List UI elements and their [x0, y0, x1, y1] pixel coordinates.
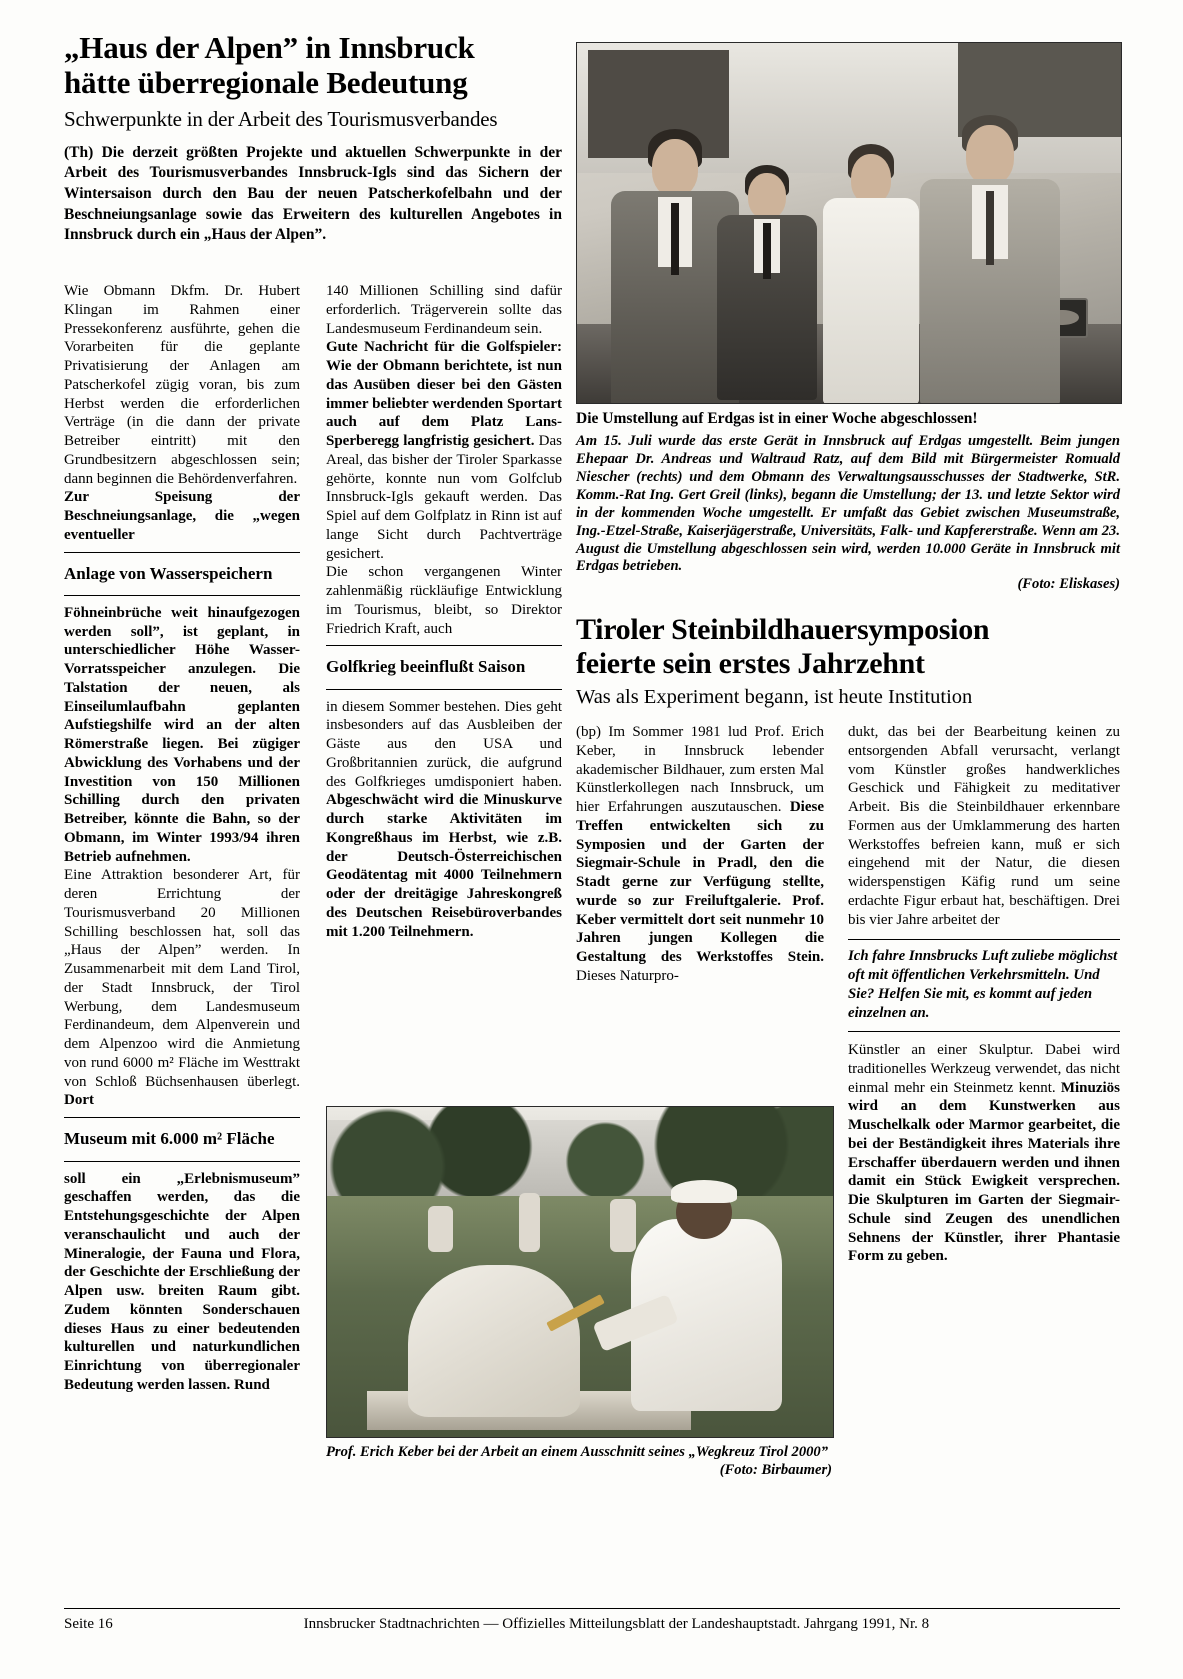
article-2-column-2	[848, 723, 1120, 1266]
article-1-lead: (Th) Die derzeit größten Projekte und aktuellen Schwerpunkte in der Arbeit des Tourismusverbandes Innsbruck-Igls sind das Sichern der Wintersaison durch den Bau der neuen Patscherkofelbahn und der Beschneiungsanlage sowie das Erweitern des kulturellen Angebotes in Innsbruck durch ein „Haus der Alpen”.	[64, 143, 562, 244]
photo-gas-conversion	[576, 42, 1122, 404]
article-1-col2-paragraph-2	[326, 338, 562, 563]
photo-sculptor-keber	[326, 1106, 834, 1438]
article-1-col2-paragraph-1: 140 Millionen Schilling sind dafür erforderlich. Trägerverein sollte das Landesmuseum Ferdinandeum sein.	[326, 283, 562, 337]
photo-1-caption: Am 15. Juli wurde das erste Gerät in Innsbruck auf Erdgas umgestellt. Beim jungen Ehepaar Dr. Andreas und Waltraud Ratz, auf dem Bild mit Bürgermeister Romuald Niescher (rechts) und dem Obmann des Verwaltungsausschusses der Stadtwerke, StR. Komm.-Rat Ing. Gert Greil (links), begann die Umstellung; der 13. und letzte Sektor wird in der kommenden Woche umgestellt. Er umfaßt das Gebiet zwischen Museumstraße, Ing.-Etzel-Straße, Kaiserjägerstraße, Universitäts, Falk- und Kapfererstraße. Wenn am 23. August die Umstellung abgeschlossen sein wird, werden 10.000 Geräte in Innsbruck mit Erdgas betrieben.	[576, 432, 1120, 575]
photo-2-credit: (Foto: Birbaumer)	[719, 1461, 832, 1478]
article-1-headline	[64, 30, 562, 101]
article-2-col1-tail: Dieses Naturpro-	[576, 967, 679, 984]
article-2-header	[576, 613, 1120, 709]
article-1-col1-paragraph-3: Föhneinbrüche weit hinaufgezogen werden soll”, ist geplant, in unterschiedlicher Höhe Wasser-Vorratsspeicher anzulegen. Die Talstation der neuen, als Einseilumlaufbahn geplanten Aufstiegshilfe wird an der alten Römerstraße liegen. Bei zügiger Abwicklung des Vorhabens und der Investition von 150 Millionen Schilling durch den privaten Betreiber, könnte die Bahn, so der Obmann, im Winter 1993/94 ihren Betrieb aufnehmen.	[64, 604, 300, 865]
article-2-col2-paragraph-1: dukt, das bei der Bearbeitung keinen zu entsorgenden Abfall verursacht, verlangt vom Künstler großes handwerkliches Geschick und Fähigkeit zu meditativer Arbeit. Bis die Steinbildhauer erkennbare Formen aus der Umklammerung des harten Werkstoffes befreien kann, muß er sich eingehend mit der Natur, die diesen widerspenstigen Käfig rund um seine erdachte Figur erbaut hat, beschäftigen. Drei bis vier Jahre arbeitet der	[848, 724, 1120, 928]
article-1-col1-paragraph-5: soll ein „Erlebnismuseum” geschaffen werden, das die Entstehungsgeschichte der Alpen veranschaulicht und auch der Mineralogie, der Fauna und Flora, der Geschichte der Erschließung der Alpen usw. breiten Raum gibt. Zudem könnten Sonderschauen dieses Haus zu einer bedeutenden kulturellen und naturkundlichen Einrichtung von überregionaler Bedeutung werden lassen. Rund	[64, 1170, 300, 1393]
photo-person-waltraud	[816, 144, 925, 403]
photo-head	[966, 125, 1014, 185]
article-1-col2-paragraph-4	[326, 698, 562, 942]
photo-person-niescher	[920, 115, 1061, 403]
photo-head	[748, 173, 786, 219]
article-1-header	[64, 30, 562, 256]
divider	[326, 689, 562, 690]
article-1-col2-paragraph-2-bold: Gute Nachricht für die Golfspieler: Wie der Obmann berichtete, ist nun das Ausüben dieser bei den Gästen immer beliebter werdenden Sportart auch auf dem Platz Lans-Sperberegg langfristig gesichert.	[326, 339, 562, 449]
photo-person-back	[718, 165, 816, 403]
photo-sculpture	[610, 1199, 635, 1252]
article-1-subhead-museum: Museum mit 6.000 m² Fläche	[64, 1129, 275, 1149]
divider	[64, 1117, 300, 1118]
public-transport-appeal-box: Ich fahre Innsbrucks Luft zuliebe möglichst oft mit öffentlichen Verkehrsmitteln. Und Sie? Helfen Sie mit, es kommt auf jeden einzelnen an.	[848, 939, 1120, 1032]
photo-tie	[986, 191, 994, 265]
divider	[64, 595, 300, 596]
footer-publication-line: Innsbrucker Stadtnachrichten — Offizielles Mitteilungsblatt der Landeshauptstadt. Jahrgang 1991, Nr. 8	[303, 1616, 930, 1632]
page-content	[64, 30, 1120, 1610]
photo-head	[652, 139, 698, 197]
photo-sculpture	[519, 1193, 539, 1252]
photo-torso	[823, 198, 919, 404]
page-footer	[64, 1608, 1120, 1633]
article-1-column-1	[64, 282, 300, 1395]
article-2-col1-paragraph-1	[576, 723, 824, 986]
article-1-col1-paragraph-2: Zur Speisung der Beschneiungsanlage, die „wegen eventueller	[64, 489, 300, 543]
article-2-col2-bold: Minuziös wird an dem Kunstwerken aus Muschelkalk oder Marmor gearbeitet, die bei der Beständigkeit ihres Materials ihre Erschaffer überdauern werden und ihnen damit ein Stück Ewigkeit versprechen. Die Skulpturen im Garten der Siegmair-Schule sind Zeugen des unendlichen Sehnens der Künstler, ihrer Phantasie Form zu geben.	[848, 1079, 1120, 1265]
article-2-column-1	[576, 723, 824, 986]
divider	[64, 552, 300, 553]
photo-head	[851, 154, 891, 204]
footer-page-number: Seite 16	[64, 1616, 113, 1632]
photo-2-caption-text: Prof. Erich Keber bei der Arbeit an einem Ausschnitt seines „Wegkreuz Tirol 2000”	[326, 1444, 829, 1460]
photo-trees	[327, 1107, 833, 1206]
article-2-col2-paragraph-2	[848, 1041, 1120, 1266]
article-2-headline-line-2: feierte sein erstes Jahrzehnt	[576, 647, 925, 680]
photo-stone-block	[408, 1265, 580, 1417]
photo-1-credit: (Foto: Eliskases)	[1017, 576, 1120, 593]
photo-2-caption	[326, 1444, 832, 1478]
article-1-col2-paragraph-2-rest: Das Areal, das bisher der Tiroler Sparkasse gehörte, konnte nun vom Golfclub Innsbruck-Igls gekauft werden. Das Spiel auf dem Golfplatz in Rinn ist auf lange Sicht durch Pachtverträge gesichert.	[326, 433, 562, 562]
article-2-col1-intro: (bp) Im Sommer 1981 lud Prof. Erich Keber, in Innsbruck lebender akademischer Bildhauer, zum ersten Mal Künstlerkollegen nach Innsbruck, um hier Erfahrungen auszutauschen.	[576, 724, 824, 816]
photo-tie	[763, 223, 771, 279]
photo-sculpture	[428, 1206, 453, 1252]
divider	[326, 645, 562, 646]
article-2-headline	[576, 613, 1120, 680]
article-1-col1-paragraph-1: Wie Obmann Dkfm. Dr. Hubert Klingan im Rahmen einer Pressekonferenz ausführte, gehen die Vorarbeiten für die geplante Privatisierung der Anlagen am Patscherkofel zügig voran, bis zum Herbst werden die erforderlichen Verträge (in die dann der private Betreiber eintritt) mit den Grundbesitzern abgeschlossen sein; dann beginnen die Behördenverfahren.	[64, 283, 300, 487]
article-1-col2-paragraph-3: Die schon vergangenen Winter zahlenmäßig rückläufige Entwicklung im Tourismus, bleibt, so Direktor Friedrich Kraft, auch	[326, 564, 562, 637]
article-2-col2-text: Künstler an einer Skulptur. Dabei wird traditionelles Werkzeug verwendet, das nicht einmal mehr ein Steinmetz kennt.	[848, 1042, 1120, 1096]
article-1-col2-paragraph-4-text: in diesem Sommer bestehen. Dies geht insbesonders auf das Ausbleiben der Gäste aus den USA und Großbritannien zurück, die aufgrund des Golfkrieges umdisponiert haben.	[326, 698, 562, 790]
article-1-col2-paragraph-4-tail: Abgeschwächt wird die Minuskurve durch starke Aktivitäten im Kongreßhaus im Herbst, wie z.B. der Deutsch-Österreichischen Geodätentag mit 4000 Teilnehmern oder der dreitägige Jahreskongreß des Deutschen Reisebüroverbandes mit 1.200 Teilnehmern.	[326, 792, 562, 940]
article-1-subhead-wasserspeichern: Anlage von Wasserspeichern	[64, 563, 273, 583]
article-1-headline-line-1: „Haus der Alpen” in Innsbruck	[64, 30, 475, 65]
article-1-col1-paragraph-4	[64, 866, 300, 1110]
photo-sculptor-cap	[671, 1180, 737, 1203]
article-1-headline-line-2: hätte überregionale Bedeutung	[64, 65, 468, 101]
divider	[64, 1161, 300, 1162]
article-1-col1-paragraph-4-tail: Dort	[64, 1092, 94, 1109]
photo-1-caption-bold: Die Umstellung auf Erdgas ist in einer Woche abgeschlossen!	[576, 410, 978, 427]
article-2-headline-line-1: Tiroler Steinbildhauersymposion	[576, 613, 990, 647]
photo-2-block	[326, 1106, 832, 1480]
photo-tie	[671, 203, 679, 275]
article-1-subhead-golfkrieg: Golfkrieg beeinflußt Saison	[326, 657, 526, 677]
article-2-subheadline: Was als Experiment begann, ist heute Institution	[576, 685, 973, 708]
article-1-subheadline: Schwerpunkte in der Arbeit des Tourismusverbandes	[64, 106, 498, 131]
article-1-column-2	[326, 282, 562, 941]
article-1-col1-paragraph-4-text: Eine Attraktion besonderer Art, für deren Errichtung der Tourismusverband 20 Millionen Schilling beschlossen hat, soll das „Haus der Alpen” werden. In Zusammenarbeit mit dem Land Tirol, der Stadt Innsbruck, der Tirol Werbung, dem Landesmuseum Ferdinandeum, dem Alpenverein und dem Alpenzoo wird die Anmietung von rund 6000 m² Fläche im Westtrakt von Schloß Büchsenhausen überlegt.	[64, 867, 300, 1090]
article-2-col1-bold: Diese Treffen entwickelten sich zu Symposien und der Garten der Siegmair-Schule in Pradl, den die Stadt gerne zur Verfügung stellte, wurde so zur Freiluftgalerie. Prof. Keber vermittelt dort seit nunmehr 10 Jahren jungen Kollegen die Gestaltung des Werkstoffes Stein.	[576, 799, 824, 966]
